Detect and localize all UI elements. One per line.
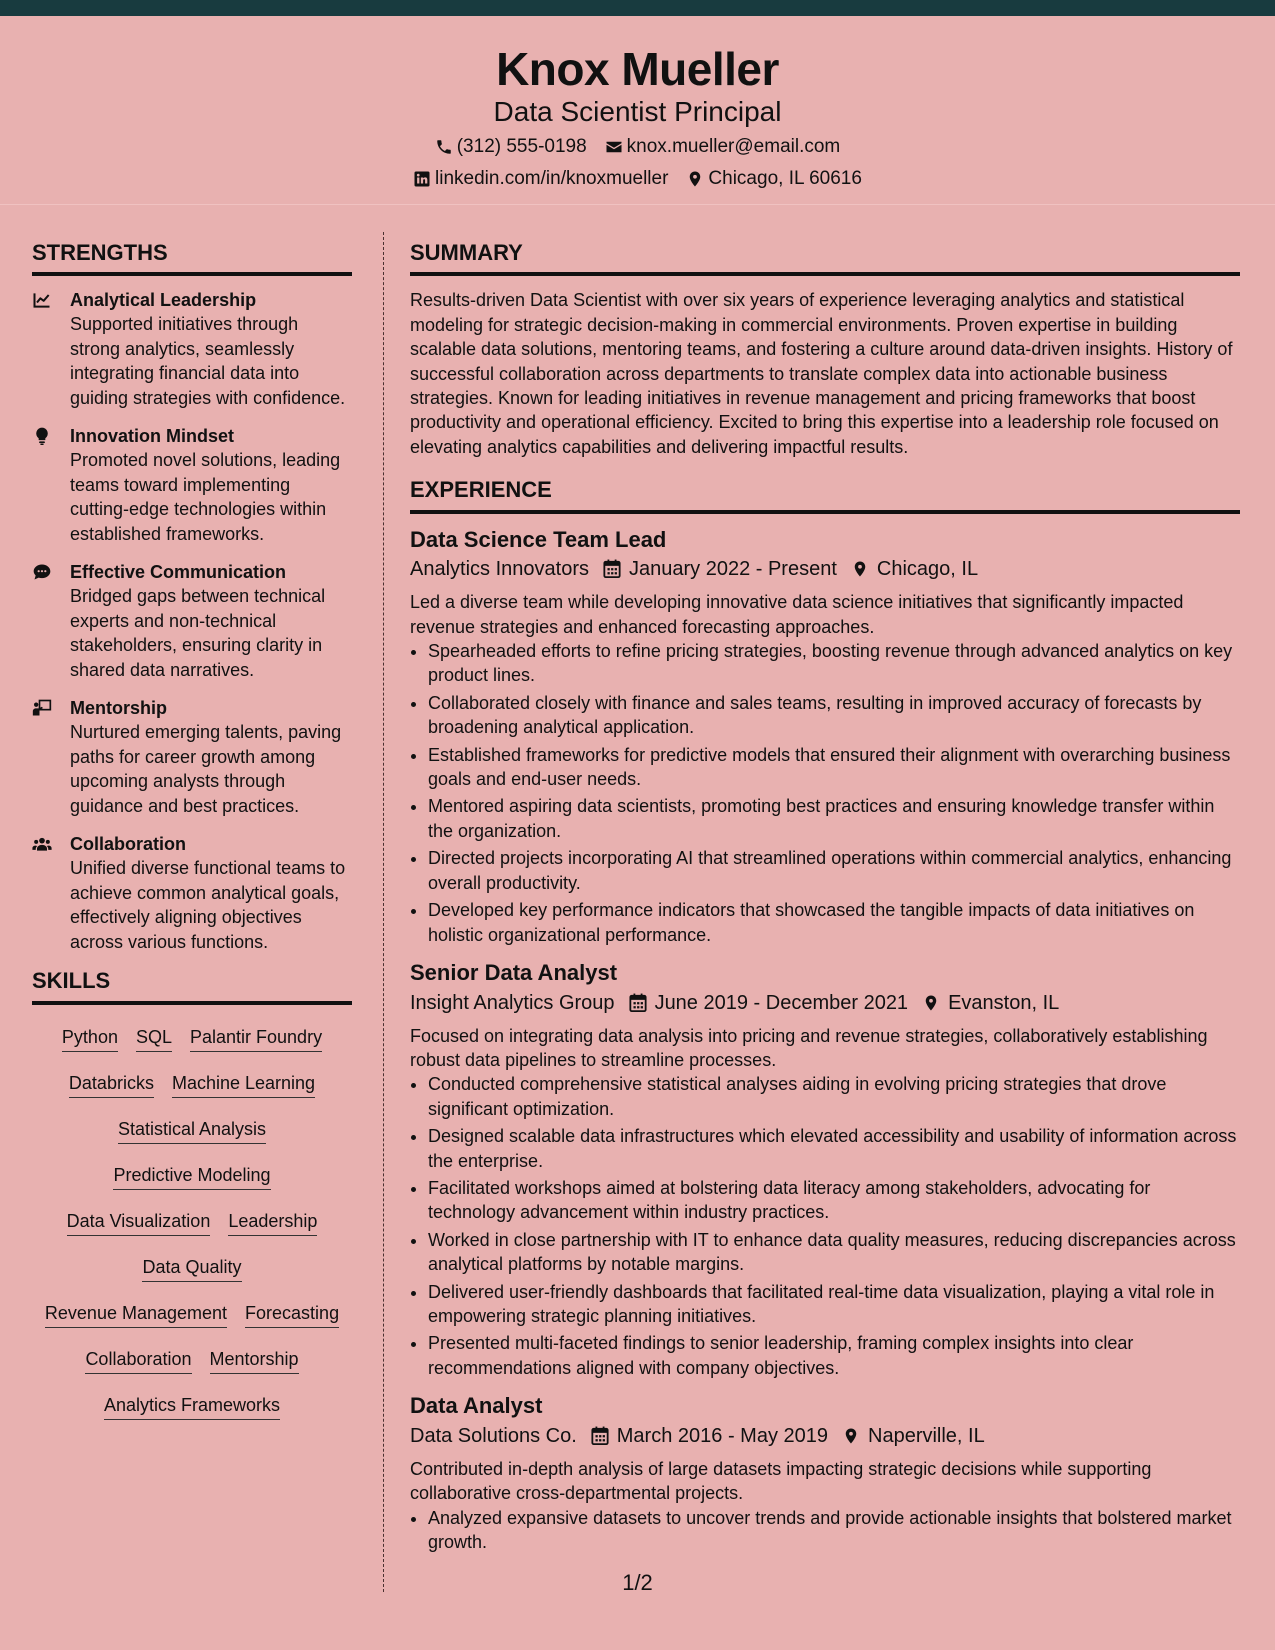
job-description: Contributed in-depth analysis of large datasets impacting strategic decisions while supporting collaborative cross-departmental projects. <box>410 1458 1152 1504</box>
skills-list <box>32 1017 352 1435</box>
job-bullets <box>410 1506 1240 1555</box>
contact-row-1 <box>0 136 1275 159</box>
job-bullet: • Directed projects incorporating AI that streamlined operations within commercial analytics, enhancing overall productivity. <box>428 846 1240 895</box>
skill-tag: Mentorship <box>210 1347 299 1374</box>
job-entry <box>410 526 1240 947</box>
calendar-icon <box>629 993 647 1013</box>
experience-heading: EXPERIENCE <box>410 477 1240 513</box>
strength-title: Effective Communication <box>70 562 287 583</box>
lightbulb-icon <box>32 424 70 546</box>
job-bullet: • Conducted comprehensive statistical analyses aiding in evolving pricing strategies that drove significant optimization. <box>428 1072 1240 1121</box>
header-divider <box>0 204 1275 205</box>
users-icon <box>32 832 70 954</box>
strength-title: Innovation Mindset <box>70 426 234 447</box>
job-bullet: • Presented multi-faceted findings to senior leadership, framing complex insights into clear recommendations aligned with company objectives. <box>428 1331 1240 1380</box>
skill-tag: Statistical Analysis <box>118 1117 266 1144</box>
email-text: knox.mueller@email.com <box>626 136 841 157</box>
job-bullet: • Mentored aspiring data scientists, promoting best practices and ensuring knowledge transfer within the organization. <box>428 794 1240 843</box>
skill-tag: Data Quality <box>142 1255 241 1282</box>
job-dates: January 2022 - Present <box>628 558 837 581</box>
strength-item <box>32 696 352 818</box>
job-bullet: • Collaborated closely with finance and sales teams, resulting in improved accuracy of forecasts by broadening analytical application. <box>428 691 1240 740</box>
strength-description: Supported initiatives through strong analytics, seamlessly integrating financial data into guiding strategies with confidence. <box>70 314 346 408</box>
top-accent-bar <box>0 0 1275 16</box>
job-bullet: • Established frameworks for predictive models that ensured their alignment with overarching business goals and end-user needs. <box>428 743 1240 792</box>
job-meta <box>410 554 1240 584</box>
job-bullets <box>410 1072 1240 1380</box>
phone-contact[interactable] <box>435 136 587 159</box>
phone-text: (312) 555-0198 <box>456 136 587 157</box>
job-meta <box>410 988 1240 1018</box>
linkedin-icon <box>413 170 431 188</box>
left-column <box>32 240 352 1435</box>
job-bullet: • Analyzed expansive datasets to uncover trends and provide actionable insights that bolstered market growth. <box>428 1506 1240 1555</box>
skill-tag: Collaboration <box>85 1347 191 1374</box>
experience-list <box>410 526 1240 1555</box>
candidate-name: Knox Mueller <box>496 43 779 95</box>
skill-tag: Palantir Foundry <box>190 1025 322 1052</box>
job-location: Evanston, IL <box>948 991 1060 1014</box>
skills-heading: SKILLS <box>32 968 352 1004</box>
strength-item <box>32 832 352 954</box>
chart-line-icon <box>32 288 70 410</box>
job-bullet: • Designed scalable data infrastructures which elevated accessibility and usability of information across the enterprise. <box>428 1124 1240 1173</box>
skill-tag: SQL <box>136 1025 172 1052</box>
skill-tag: Forecasting <box>245 1301 339 1328</box>
strength-description: Nurtured emerging talents, paving paths for career growth among upcoming analysts through guidance and best practices. <box>70 722 342 816</box>
company-name: Insight Analytics Group <box>410 991 615 1014</box>
strength-description: Promoted novel solutions, leading teams toward implementing cutting-edge technologies within established frameworks. <box>70 450 341 544</box>
envelope-icon <box>605 138 623 156</box>
calendar-icon <box>591 1426 609 1446</box>
company-name: Analytics Innovators <box>410 558 589 581</box>
summary-heading: SUMMARY <box>410 240 1240 276</box>
strength-title: Collaboration <box>70 834 186 855</box>
job-title: Data Science Team Lead <box>410 526 667 552</box>
strength-item <box>32 424 352 546</box>
skill-tag: Analytics Frameworks <box>104 1393 280 1420</box>
strength-item <box>32 288 352 410</box>
candidate-title: Data Scientist Principal <box>493 96 782 127</box>
job-entry <box>410 1392 1240 1554</box>
job-title: Senior Data Analyst <box>410 959 618 985</box>
job-description: Focused on integrating data analysis into pricing and revenue strategies, collaboratively establishing robust data pipelines to streamline processes. <box>410 1025 1208 1070</box>
skill-tag: Data Visualization <box>67 1209 211 1236</box>
job-dates: March 2016 - May 2019 <box>616 1424 828 1447</box>
resume-header <box>0 16 1275 204</box>
strength-description: Bridged gaps between technical experts and non-technical stakeholders, ensuring clarity in shared data narratives. <box>70 586 326 680</box>
job-description: Led a diverse team while developing innovative data science initiatives that significantly impacted revenue strategies and enhanced forecasting approaches. <box>410 592 1184 637</box>
job-entry <box>410 959 1240 1380</box>
page-number: 1/2 <box>622 1570 653 1595</box>
email-contact[interactable] <box>605 136 841 159</box>
map-pin-icon <box>686 170 704 188</box>
column-divider <box>383 232 384 1592</box>
map-pin-icon <box>922 993 940 1013</box>
chat-bubbles-icon <box>32 560 70 682</box>
skill-tag: Machine Learning <box>172 1071 315 1098</box>
summary-text: Results-driven Data Scientist with over six years of experience leveraging analytics and statistical modeling for strategic decision-making in commercial environments. Proven expertise in building scalable data solutions, mentoring teams, and fostering a culture around data-driven insights. History of successful collaboration across departments to translate complex data into actionable business strategies. Known for leading initiatives in revenue management and pricing frameworks that boost productivity and operational efficiency. Excited to bring this expertise into a leadership role focused on elevating analytics capabilities and delivering impactful results. <box>410 290 1233 457</box>
skill-tag: Python <box>62 1025 118 1052</box>
job-bullet: • Facilitated workshops aimed at bolstering data literacy among stakeholders, advocating for technology advancement within industry practices. <box>428 1176 1240 1225</box>
job-bullet: • Developed key performance indicators that showcased the tangible impacts of data initiatives on holistic organizational performance. <box>428 898 1240 947</box>
linkedin-contact[interactable] <box>413 168 668 191</box>
phone-icon <box>435 138 453 156</box>
skill-tag: Leadership <box>228 1209 317 1236</box>
job-location: Chicago, IL <box>876 558 979 581</box>
strength-item <box>32 560 352 682</box>
map-pin-icon <box>842 1426 860 1446</box>
strengths-heading: STRENGTHS <box>32 240 352 276</box>
strength-description: Unified diverse functional teams to achieve common analytical goals, effectively aligning objectives across various functions. <box>70 858 346 952</box>
job-bullet: • Worked in close partnership with IT to enhance data quality measures, reducing discrepancies across analytical platforms by notable margins. <box>428 1228 1240 1277</box>
job-bullet: • Spearheaded efforts to refine pricing strategies, boosting revenue through advanced analytics on key product lines. <box>428 639 1240 688</box>
job-bullets <box>410 639 1240 947</box>
contact-row-2 <box>0 168 1275 191</box>
teacher-board-icon <box>32 696 70 818</box>
skill-tag: Databricks <box>69 1071 154 1098</box>
right-column <box>410 240 1240 1566</box>
strength-title: Mentorship <box>70 698 167 719</box>
calendar-icon <box>603 559 621 579</box>
location-text: Chicago, IL 60616 <box>708 168 862 189</box>
location-contact <box>686 168 862 191</box>
map-pin-icon <box>851 559 869 579</box>
job-dates: June 2019 - December 2021 <box>654 991 909 1014</box>
job-location: Naperville, IL <box>868 1424 985 1447</box>
job-meta <box>410 1421 1240 1451</box>
company-name: Data Solutions Co. <box>410 1424 577 1447</box>
job-bullet: • Delivered user-friendly dashboards that facilitated real-time data visualization, playing a vital role in empowering strategic planning initiatives. <box>428 1280 1240 1329</box>
strength-title: Analytical Leadership <box>70 290 257 311</box>
linkedin-text: linkedin.com/in/knoxmueller <box>435 168 669 189</box>
job-title: Data Analyst <box>410 1393 543 1419</box>
skill-tag: Revenue Management <box>45 1301 227 1328</box>
skill-tag: Predictive Modeling <box>113 1163 270 1190</box>
